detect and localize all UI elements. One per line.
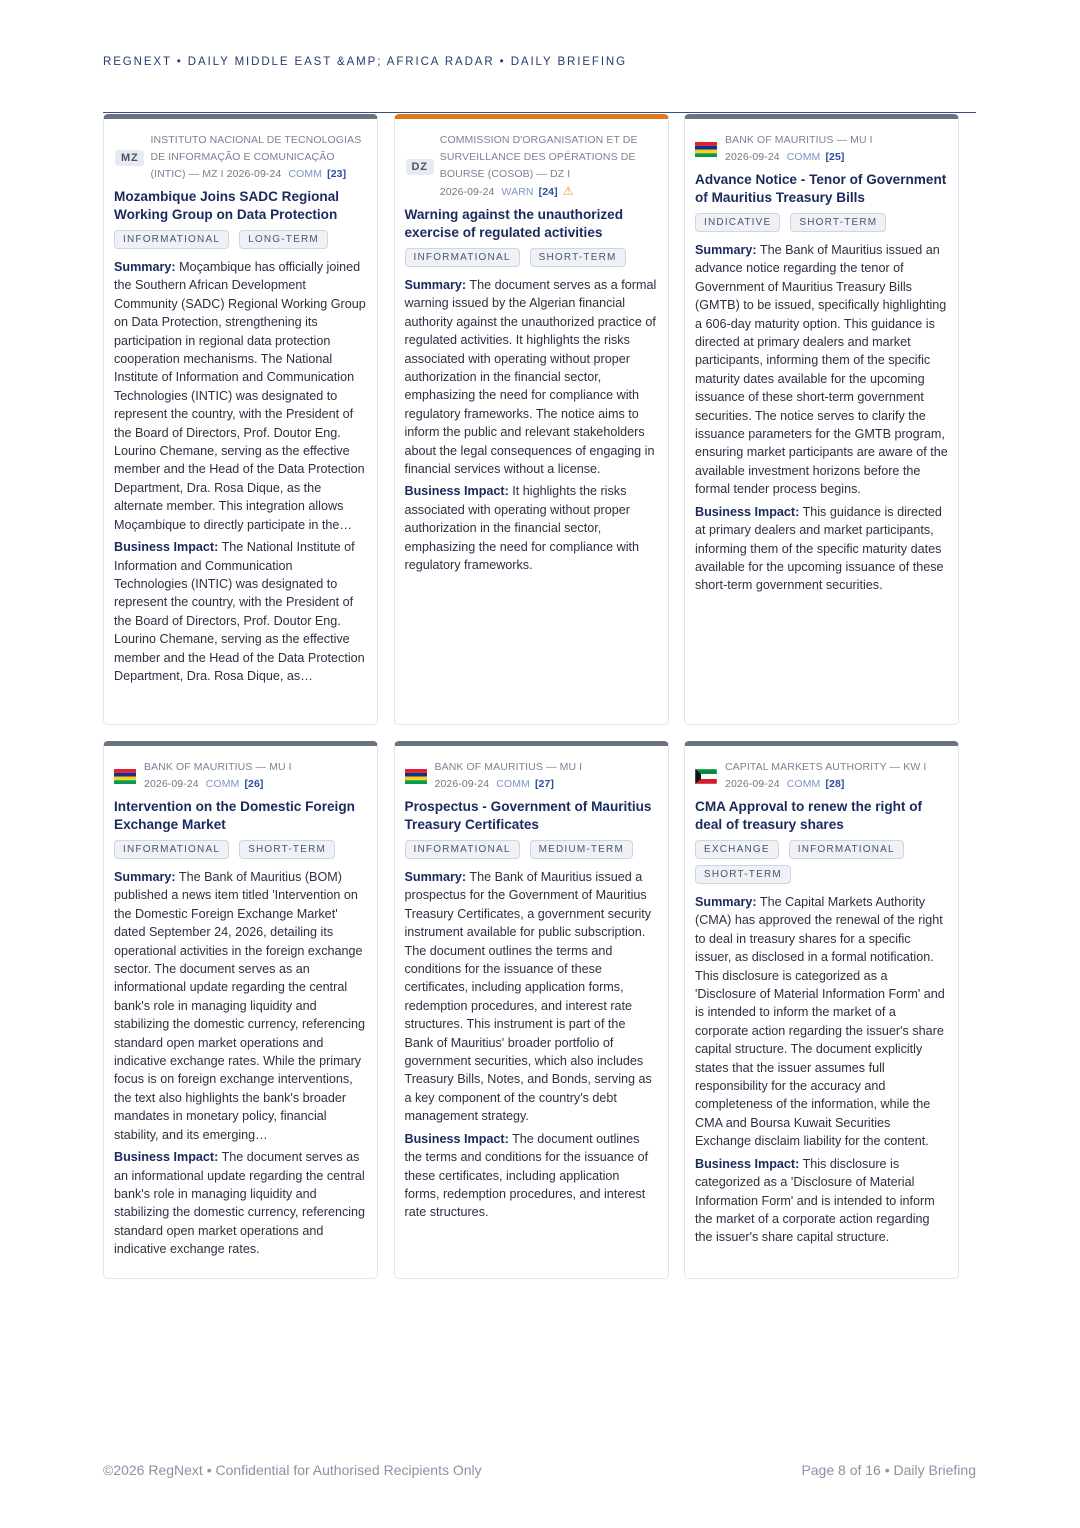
issuer-line — [144, 759, 292, 793]
business-impact — [114, 1148, 367, 1258]
issue-date: 2026-09-24 — [144, 778, 199, 790]
mauritius-flag-icon — [405, 769, 427, 784]
tag: MEDIUM-TERM — [530, 840, 633, 859]
issuer-line — [150, 132, 367, 183]
tag: INFORMATIONAL — [405, 248, 520, 267]
business-impact — [405, 1130, 658, 1222]
tag: SHORT-TERM — [530, 248, 626, 267]
tag: SHORT-TERM — [239, 840, 335, 859]
summary-text: The document serves as a formal warning issued by the Algerian financial authority against the unauthorized practice of regulated activities. It highlights the risks associated with operating without proper authorization in the financial sector, emphasizing the need for compliance with regulatory frameworks. The notice aims to inform the public and relevant stakeholders about the legal consequences of engaging in financial services without a license. — [404, 278, 657, 477]
card-title[interactable]: Mozambique Joins SADC Regional Working Group on Data Protection — [114, 189, 340, 222]
mauritius-flag-icon — [114, 769, 136, 784]
warning-icon: ⚠ — [562, 184, 574, 198]
issuer-name: BANK OF MAURITIUS — MU I — [144, 761, 292, 773]
issuer-name: INSTITUTO NACIONAL DE TECNOLOGIAS DE INFORMAÇÃO E COMUNICAÇÃO (INTIC) — MZ I — [150, 134, 362, 180]
doc-type: COMM — [786, 151, 821, 163]
tag-list — [405, 248, 658, 267]
summary-text: Moçambique has officially joined the Southern African Development Community (SADC) Regional Working Group on Data Protection, strengthening its participation in regional data protection cooperation mechanisms. The National Institute of Information and Communication Technologies (INTIC) was designated to represent the country, with the President of the Board of Directors, Prof. Doutor Eng. Lourino Chemane, serving as the effective member and the Head of the Data Protection Department, Dra. Rosa Dique, as the alternate member. This integration allows Moçambique to directly participate in the… — [114, 260, 366, 532]
impact-text: This guidance is directed at primary dealers and market participants, informing them of the specific maturity dates available for the upcoming issuance of these short-term government securities. — [695, 504, 944, 593]
briefing-card — [103, 741, 378, 1279]
summary — [405, 868, 658, 1126]
doc-type: COMM — [205, 778, 240, 790]
issuer-name: BANK OF MAURITIUS — MU I — [725, 134, 873, 146]
running-header: REGNEXT • DAILY MIDDLE EAST &AMP; AFRICA RADAR • DAILY BRIEFING — [103, 56, 627, 68]
issue-date: 2026-09-24 — [434, 778, 490, 790]
impact-text: It highlights the risks associated with operating without proper authorization in the financial sector, emphasizing the need for compliance with regulatory frameworks. — [404, 484, 640, 573]
tag: SHORT-TERM — [695, 865, 791, 884]
impact-label: Business Impact: — [114, 1150, 219, 1165]
business-impact — [405, 482, 658, 574]
card-title[interactable]: Warning against the unauthorized exercise of regulated activities — [404, 207, 624, 240]
impact-label: Business Impact: — [114, 540, 219, 555]
summary-label: Summary: — [695, 895, 757, 909]
briefing-card — [103, 114, 378, 725]
issuer-line — [435, 759, 583, 793]
summary — [695, 893, 948, 1151]
impact-text: The document serves as an informational update regarding the central bank's role in managing liquidity and stabilizing the domestic currency, referencing standard open market operations and indicative exchange rates. — [114, 1150, 366, 1257]
reference-link[interactable]: [25] — [825, 151, 845, 163]
summary — [695, 241, 948, 499]
doc-type: COMM — [288, 168, 323, 180]
summary-label: Summary: — [114, 260, 176, 274]
issue-date: 2026-09-24 — [226, 168, 282, 180]
tag-list — [114, 840, 367, 859]
tag: INFORMATIONAL — [405, 840, 520, 859]
reference-link[interactable]: [23] — [327, 168, 347, 180]
card-title[interactable]: Prospectus - Government of Mauritius Treasury Certificates — [404, 799, 652, 832]
tag: INFORMATIONAL — [789, 840, 904, 859]
briefing-card — [684, 741, 959, 1279]
business-impact — [114, 538, 367, 685]
issuer-name: BANK OF MAURITIUS — MU I — [434, 761, 583, 773]
issue-date: 2026-09-24 — [725, 778, 780, 790]
card-title[interactable]: CMA Approval to renew the right of deal of treasury shares — [695, 799, 923, 832]
tag: LONG-TERM — [239, 230, 328, 249]
business-impact — [695, 503, 948, 595]
reference-link[interactable]: [27] — [534, 778, 555, 790]
doc-type: COMM — [786, 778, 821, 790]
summary — [114, 868, 367, 1144]
header-rule — [103, 112, 976, 113]
impact-label: Business Impact: — [695, 504, 800, 519]
footer-page-number: Page 8 of 16 • Daily Briefing — [801, 1462, 976, 1478]
country-code-badge: DZ — [406, 159, 434, 175]
tag: INFORMATIONAL — [114, 230, 229, 249]
tag: SHORT-TERM — [790, 213, 886, 232]
reference-link[interactable]: [26] — [244, 778, 264, 790]
business-impact — [695, 1155, 948, 1247]
card-title[interactable]: Advance Notice - Tenor of Government of Mauritius Treasury Bills — [695, 172, 947, 205]
doc-type: WARN — [501, 186, 534, 198]
issuer-name: COMMISSION D'ORGANISATION ET DE SURVEILLANCE DES OPÉRATIONS DE BOURSE (COSOB) — DZ I — [439, 134, 638, 180]
impact-text: The National Institute of Information and Communication Technologies (INTIC) was designated to represent the country, with the President of the Board of Directors, Prof. Doutor Eng. Lourino Chemane, serving as the effective member and the Head of the Data Protection Department, Dra. Rosa Dique, as… — [114, 540, 365, 683]
summary-text: The Bank of Mauritius (BOM) published a news item titled 'Intervention on the Domestic Foreign Exchange Market' dated September 24, 2026, detailing its operational activities in the foreign exchange sector. The document serves as an informational update regarding the central bank's role in managing liquidity and stabilizing the domestic currency, referencing standard open market operations and indicative exchange rates. While the primary focus is on foreign exchange interventions, the text also highlights the bank's broader mandates in monetary policy, financial stability, and its emerging… — [114, 870, 366, 1142]
issuer-name: CAPITAL MARKETS AUTHORITY — KW I — [725, 761, 927, 773]
footer-copyright: ©2026 RegNext • Confidential for Authorised Recipients Only — [103, 1462, 482, 1478]
tag-list — [695, 213, 948, 232]
issuer-line — [725, 132, 873, 166]
briefing-card — [394, 741, 669, 1279]
briefing-grid — [103, 114, 959, 1279]
issuer-line — [725, 759, 926, 793]
tag-list — [114, 230, 367, 249]
summary-label: Summary: — [114, 870, 176, 884]
tag: INDICATIVE — [695, 213, 780, 232]
card-title[interactable]: Intervention on the Domestic Foreign Exchange Market — [114, 799, 355, 832]
doc-type: COMM — [496, 778, 530, 790]
summary-label: Summary: — [695, 243, 757, 257]
summary-label: Summary: — [404, 278, 467, 292]
summary-text: The Bank of Mauritius issued a prospectus for the Government of Mauritius Treasury Certificates, a government security instrument available for public subscription. The document outlines the terms and conditions for the issuance of these certificates, including application forms, redemption procedures, and interest rate structures. This instrument is part of the Bank of Mauritius' broader portfolio of government securities, which also includes Treasury Bills, Notes, and Bonds, serving as a key component of the country's debt management strategy. — [404, 870, 652, 1124]
briefing-card — [684, 114, 959, 725]
tag-list — [695, 840, 948, 884]
impact-label: Business Impact: — [404, 1131, 509, 1146]
mauritius-flag-icon — [695, 142, 717, 157]
impact-label: Business Impact: — [695, 1156, 800, 1171]
summary-label: Summary: — [404, 870, 467, 884]
tag-list — [405, 840, 658, 859]
country-code-badge: MZ — [115, 150, 144, 166]
reference-link[interactable]: [24] — [538, 186, 558, 198]
issue-date: 2026-09-24 — [439, 186, 495, 198]
kuwait-flag-icon — [695, 769, 717, 784]
reference-link[interactable]: [28] — [825, 778, 845, 790]
tag: INFORMATIONAL — [114, 840, 229, 859]
summary — [114, 258, 367, 534]
summary — [405, 276, 658, 478]
summary-text: The Bank of Mauritius issued an advance notice regarding the tenor of Government of Mauritius Treasury Bills (GMTB) to be issued, specifically highlighting a 606-day maturity option. This guidance is directed at primary dealers and market participants, informing them of the specific maturity dates available for the upcoming issuance of these short-term government securities. The notice serves to clarify the issuance parameters for the GMTB program, ensuring market participants are aware of the available investment horizons before the formal tender process begins. — [695, 243, 948, 497]
impact-text: The document outlines the terms and conditions for the issuance of these certificates, including application forms, redemption procedures, and interest rate structures. — [404, 1131, 649, 1220]
tag: EXCHANGE — [695, 840, 779, 859]
issuer-line — [440, 132, 658, 201]
impact-text: This disclosure is categorized as a 'Disclosure of Material Information Form' and is intended to inform the market of a corporate action regarding the issuer's share capital structure. — [695, 1156, 935, 1245]
summary-text: The Capital Markets Authority (CMA) has approved the renewal of the right to deal in treasury shares for a specific issuer, as disclosed in a formal notification. This disclosure is categorized as a 'Disclosure of Material Information Form' and is intended to inform the market of a corporate action regarding the issuer's share capital structure. The document explicitly states that the issuer assumes full responsibility for the accuracy and completeness of the information, while the CMA and Boursa Kuwait Securities Exchange disclaim liability for the content. — [695, 895, 945, 1149]
impact-label: Business Impact: — [404, 484, 509, 499]
issue-date: 2026-09-24 — [725, 151, 780, 163]
briefing-card — [394, 114, 669, 725]
